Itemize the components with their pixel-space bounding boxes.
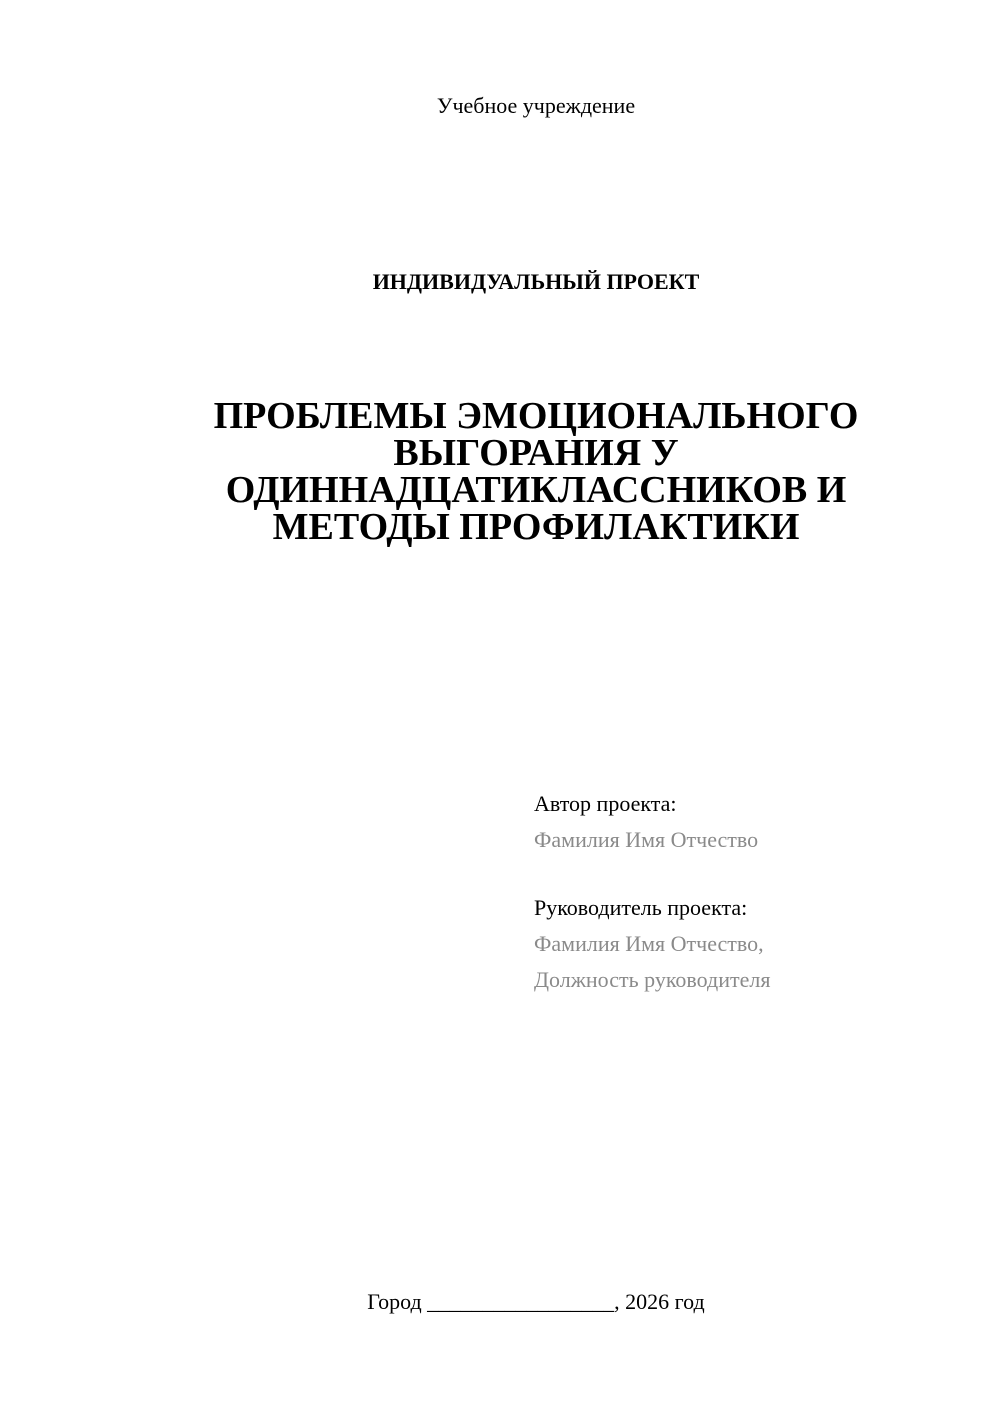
project-title	[180, 395, 892, 548]
author-block	[534, 786, 758, 858]
project-title-line: ПРОБЛЕМЫ ЭМОЦИОНАЛЬНОГО	[213, 395, 859, 437]
institution-name: Учебное учреждение	[436, 93, 636, 118]
project-title-line: МЕТОДЫ ПРОФИЛАКТИКИ	[272, 506, 800, 548]
supervisor-name: Фамилия Имя Отчество,	[534, 931, 764, 956]
supervisor-label: Руководитель проекта:	[534, 895, 748, 920]
document-type: ИНДИВИДУАЛЬНЫЙ ПРОЕКТ	[372, 269, 700, 294]
author-label: Автор проекта:	[534, 791, 677, 816]
city-year-line: Город _________________, 2026 год	[367, 1289, 705, 1314]
supervisor-position: Должность руководителя	[534, 967, 771, 992]
project-title-line: ВЫГОРАНИЯ У	[393, 432, 679, 474]
author-name: Фамилия Имя Отчество	[534, 827, 759, 852]
project-title-line: ОДИННАДЦАТИКЛАССНИКОВ И	[225, 469, 847, 511]
supervisor-block	[534, 890, 770, 998]
